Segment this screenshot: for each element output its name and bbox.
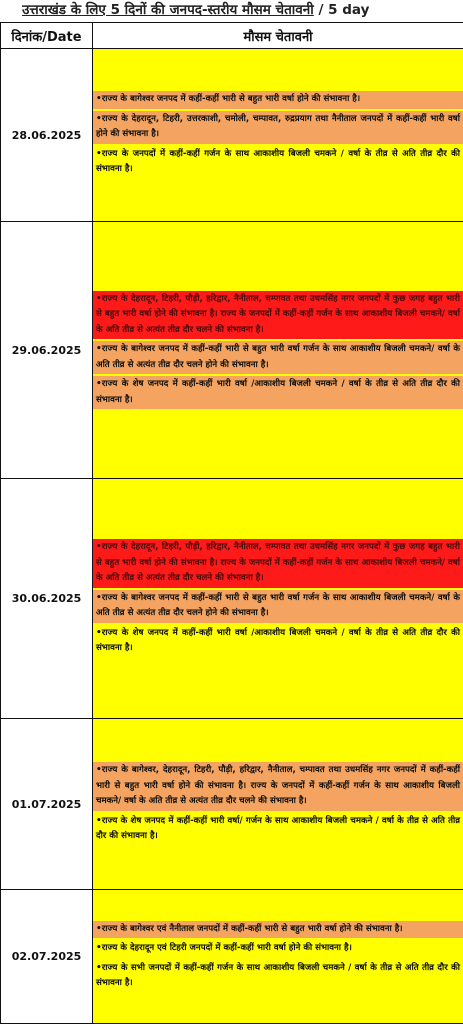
warning-text: राज्य के देहरादून, टिहरी, पौड़ी, हरिद्वार, नैनीताल, चम्पावत तथा उधमसिंह नगर जनपदों में कुछ जगह बहुत भारी से बहुत भारी वर्षा होने की संभावना है। राज्य के जनपदों में कहीं-कहीं गर्जन के साथ आकाशीय बिजली चमकने/ वर्षा के अति तीव्र से अत्यंत तीव्र दौर चलने की संभावना है।	[96, 542, 460, 584]
row-date: 30.06.2025	[1, 479, 93, 719]
warning-item-yellow	[93, 940, 463, 958]
warning-item-orange	[93, 590, 463, 623]
warning-text: राज्य के बागेश्वर जनपद में कहीं-कहीं भारी से बहुत भारी वर्षा गर्जन के साथ आकाशीय बिजली चमकने/ वर्षा के अति तीव्र से अत्यंत तीव्र दौर चलने होने की संभावना है।	[96, 344, 460, 370]
bullet-icon: •	[96, 815, 102, 826]
row-date: 29.06.2025	[1, 222, 93, 479]
warning-text: राज्य के बागेश्वर, देहरादून, टिहरी, पौड़ी, हरिद्वार, नैनीताल, चम्पावत तथा उधमसिंह नगर जनपदों में कहीं-कहीं भारी से बहुत भारी वर्षा होने की संभावना है। राज्य के जनपदों में कहीं-कहीं गर्जन के साथ आकाशीय बिजली चमकने/ वर्षा के अति तीव्र से अत्यंत तीव्र दौर चलने की संभावना है।	[96, 765, 460, 807]
warning-text: राज्य के जनपदों में कहीं-कहीं गर्जन के साथ आकाशीय बिजली चमकने / वर्षा के तीव्र से अति तीव्र दौर की संभावना है।	[96, 148, 460, 175]
row-date: 02.07.2025	[1, 890, 93, 1024]
header-warning: मौसम चेतावनी	[93, 23, 463, 49]
warning-text: राज्य के बागेश्वर जनपद में कहीं-कहीं भारी से बहुत भारी वर्षा गर्जन के साथ आकाशीय बिजली चमकने/ वर्षा के अति तीव्र से अत्यंत तीव्र दौर चलने होने की संभावना है।	[96, 592, 460, 619]
warning-item-red	[93, 291, 463, 340]
warning-item-yellow	[93, 960, 463, 993]
warning-item-orange	[93, 111, 463, 144]
warning-text: राज्य के शेष जनपद में कहीं-कहीं भारी वर्षा /आकाशीय बिजली चमकने / वर्षा के तीव्र से अति तीव्र दौर की संभावना है।	[96, 627, 460, 654]
table-row	[1, 479, 463, 719]
bullet-icon: •	[96, 542, 102, 553]
bullet-icon: •	[96, 94, 102, 105]
bullet-icon: •	[96, 113, 102, 124]
warning-table	[0, 22, 463, 1024]
warning-text: राज्य के शेष जनपद में कहीं-कहीं भारी वर्षा/ गर्जन के साथ आकाशीय बिजली चमकने / वर्षा के तीव्र से अति तीव्र दौर की संभावना है।	[96, 815, 460, 842]
bullet-icon: •	[96, 592, 102, 603]
warning-item-orange	[93, 921, 463, 939]
warning-item-yellow	[93, 813, 463, 846]
row-date: 01.07.2025	[1, 719, 93, 890]
row-date: 28.06.2025	[1, 49, 93, 222]
bullet-icon: •	[96, 379, 102, 390]
warning-item-yellow	[93, 146, 463, 179]
warning-item-orange	[93, 376, 463, 409]
row-warnings	[93, 479, 463, 719]
table-row	[1, 890, 463, 1024]
warning-text: राज्य के बागेश्वर जनपद में कहीं-कहीं भारी से बहुत भारी वर्षा होने की संभावना है।	[101, 94, 361, 105]
warning-item-orange	[93, 341, 463, 374]
header-date: दिनांक/Date	[1, 23, 93, 49]
page-title	[22, 0, 463, 20]
warning-text: राज्य के शेष जनपद में कहीं-कहीं भारी वर्षा /आकाशीय बिजली चमकने / वर्षा के तीव्र से अति तीव्र दौर की संभावना है।	[96, 379, 460, 405]
warning-item-orange	[93, 91, 463, 109]
page-title-suffix: / 5 day	[313, 2, 370, 18]
warning-text: राज्य के देहरादून एवं टिहरी जनपदों में कहीं-कहीं भारी वर्षा होने की संभावना है।	[101, 943, 352, 953]
row-warnings	[93, 222, 463, 479]
table-row	[1, 222, 463, 479]
bullet-icon: •	[96, 293, 102, 304]
warning-item-orange	[93, 762, 463, 811]
bullet-icon: •	[96, 627, 102, 638]
table-row	[1, 719, 463, 890]
bullet-icon: •	[96, 943, 102, 953]
page-title-main: उत्तराखंड के लिए 5 दिनों की जनपद-स्तरीय मौसम चेतावनी	[22, 2, 314, 18]
bullet-icon: •	[96, 962, 102, 973]
bullet-icon: •	[96, 148, 102, 159]
row-warnings	[93, 719, 463, 890]
row-warnings	[93, 49, 463, 222]
warning-text: राज्य के देहरादून, टिहरी, पौड़ी, हरिद्वार, नैनीताल, चम्पावत तथा उधमसिंह नगर जनपदों में कुछ जगह बहुत भारी से बहुत भारी वर्षा होने की संभावना है। राज्य के जनपदों में कहीं-कहीं गर्जन के साथ आकाशीय बिजली चमकने/ वर्षा के अति तीव्र से अत्यंत तीव्र दौर चलने की संभावना है।	[96, 293, 460, 335]
bullet-icon: •	[96, 765, 102, 776]
warning-text: राज्य के सभी जनपदों में कहीं-कहीं गर्जन के साथ आकाशीय बिजली चमकने / वर्षा के तीव्र से अति तीव्र दौर की संभावना है।	[96, 962, 460, 988]
table-body	[1, 49, 463, 1024]
bullet-icon: •	[96, 344, 102, 355]
table-row	[1, 49, 463, 222]
warning-item-yellow	[93, 625, 463, 658]
bullet-icon: •	[96, 923, 102, 934]
warning-item-red	[93, 539, 463, 588]
row-warnings	[93, 890, 463, 1024]
warning-text: राज्य के बागेश्वर एवं नैनीताल जनपदों में कहीं-कहीं भारी से बहुत भारी वर्षा होने की संभावना है।	[101, 923, 403, 934]
table-header-row	[1, 23, 463, 49]
warning-text: राज्य के देहरादून, टिहरी, उत्तरकाशी, चमोली, चम्पावत, रुद्रप्रयाग तथा नैनीताल जनपदों में कहीं-कहीं भारी वर्षा होने की संभावना है।	[96, 113, 460, 140]
